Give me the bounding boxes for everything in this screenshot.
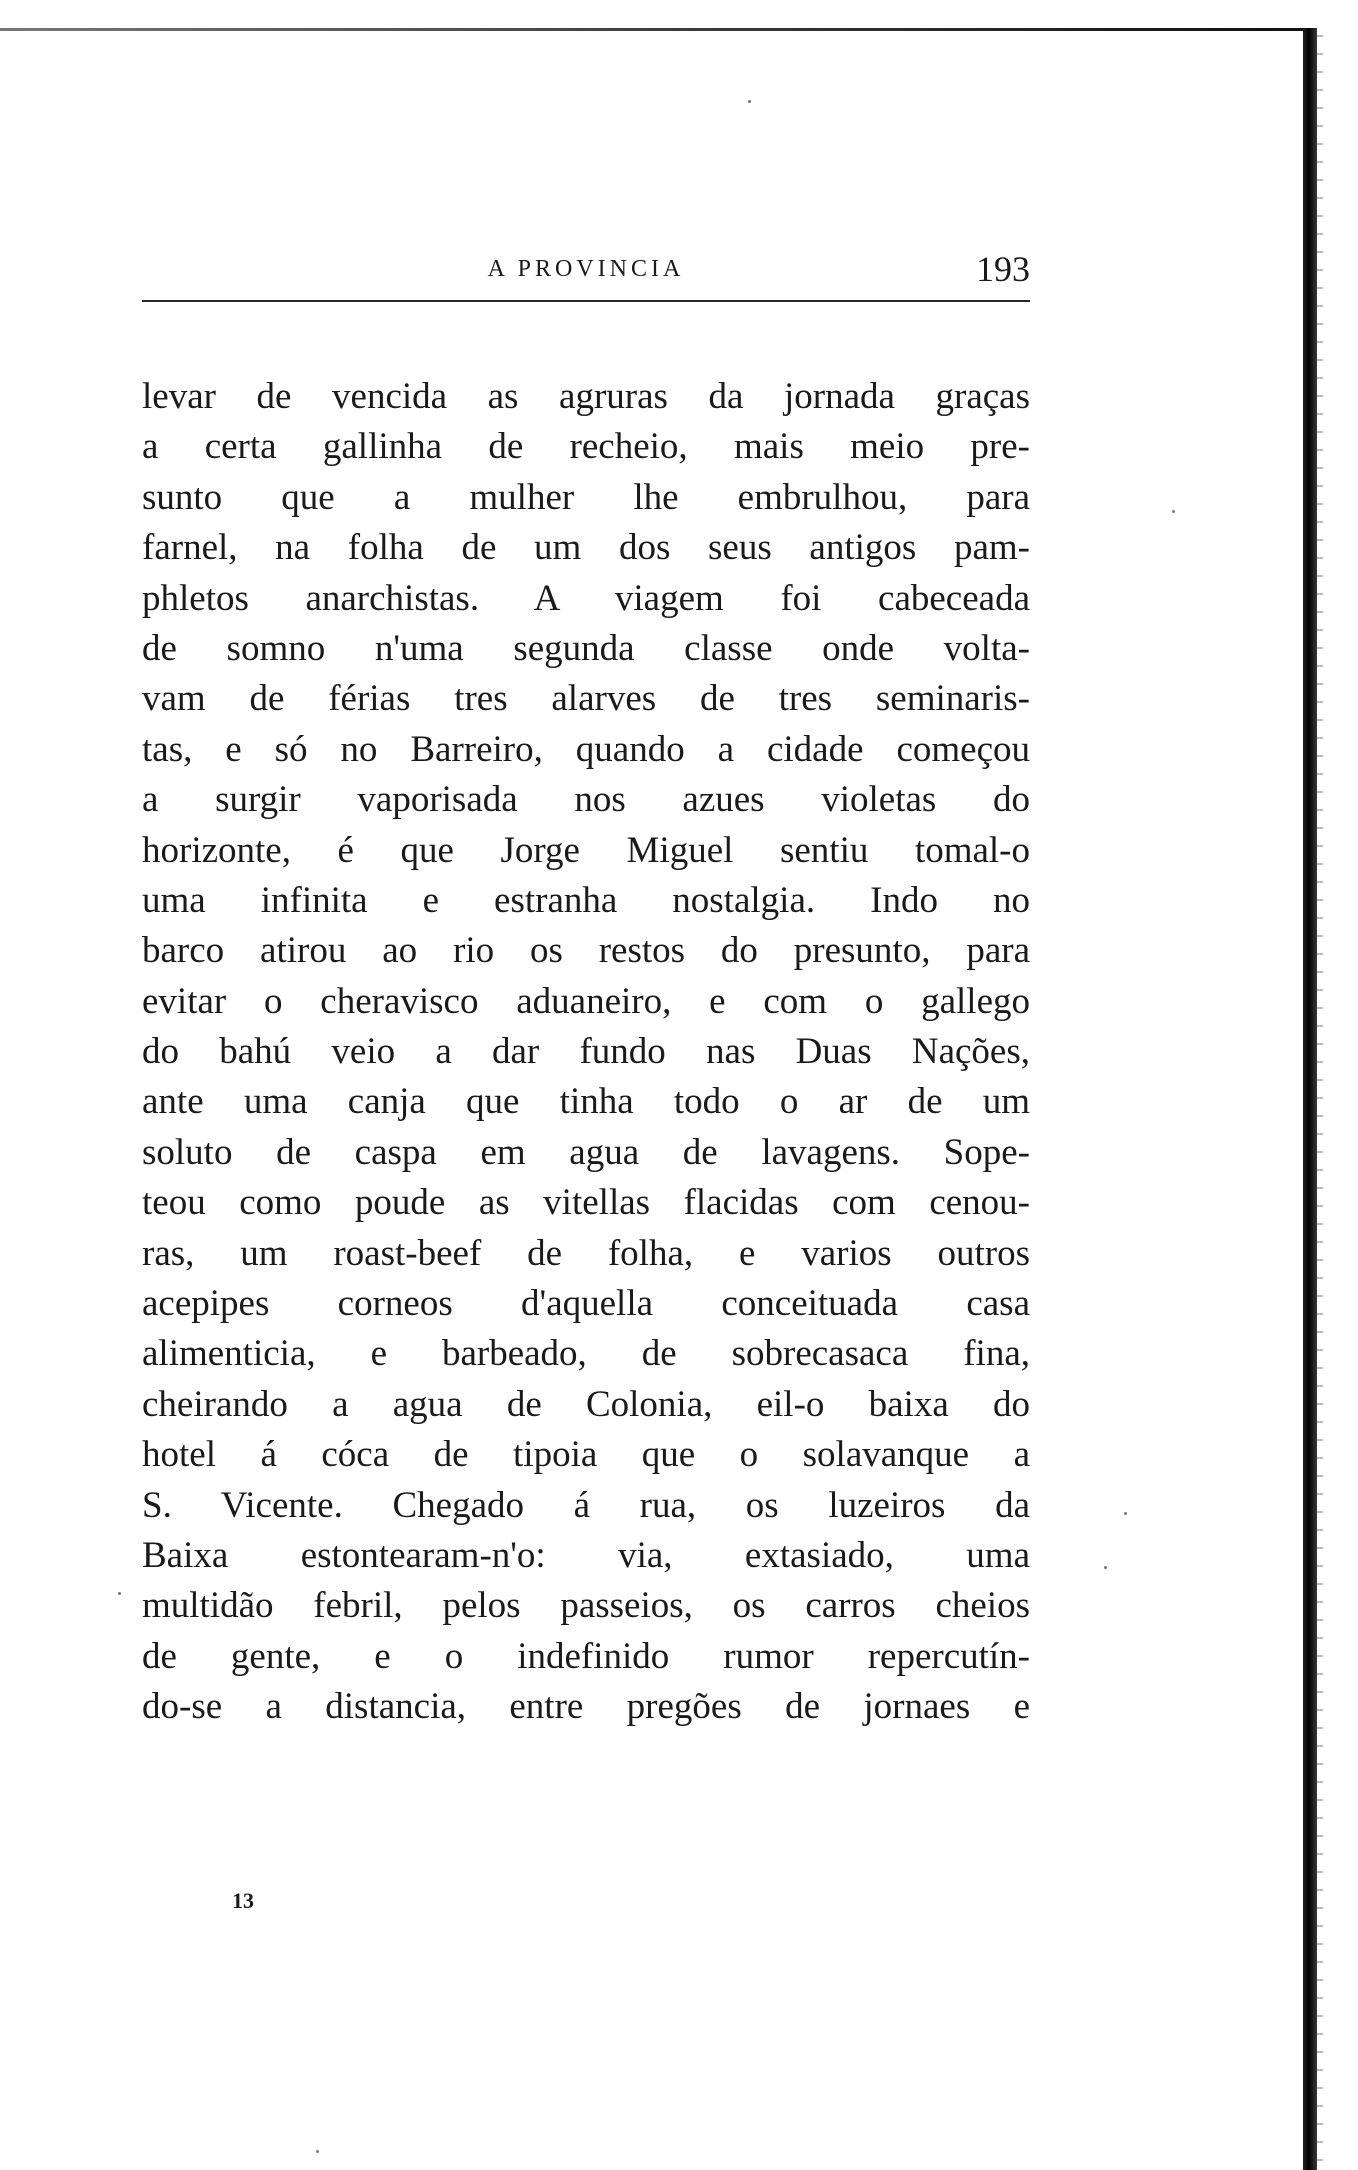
text-line: teou como poude as vitellas flacidas com cenou- xyxy=(142,1182,1030,1224)
text-line: cheirando a agua de Colonia, eil-o baixa do xyxy=(142,1383,1030,1425)
book-spine-shadow xyxy=(1303,28,1317,2170)
text-line: multidão febril, pelos passeios, os carros cheios xyxy=(142,1585,1030,1627)
text-line: farnel, na folha de um dos seus antigos pam- xyxy=(142,527,1030,569)
running-header xyxy=(142,248,1030,290)
signature-mark: 13 xyxy=(232,1888,254,1913)
text-line: barco atirou ao rio os restos do presunto, para xyxy=(142,930,1030,972)
text-line: ante uma canja que tinha todo o ar de um xyxy=(142,1081,1030,1123)
page-number: 193 xyxy=(976,249,1030,289)
text-line: soluto de caspa em agua de lavagens. Sope- xyxy=(142,1131,1030,1173)
running-title: A PROVINCIA xyxy=(487,256,685,282)
text-line: acepipes corneos d'aquella conceituada casa xyxy=(142,1283,1030,1325)
text-line: evitar o cheravisco aduaneiro, e com o gallego xyxy=(142,980,1030,1022)
paper-speck xyxy=(1172,510,1175,513)
paper-speck xyxy=(118,1592,121,1595)
paper-speck xyxy=(748,100,751,103)
paper-speck xyxy=(1104,1566,1107,1569)
text-line: levar de vencida as agruras da jornada graças xyxy=(142,376,1030,417)
text-line: a surgir vaporisada nos azues violetas do xyxy=(142,779,1030,821)
text-line: hotel á cóca de tipoia que o solavanque a xyxy=(142,1434,1030,1476)
text-line: tas, e só no Barreiro, quando a cidade começou xyxy=(142,728,1030,770)
header-rule xyxy=(142,300,1030,302)
text-line: vam de férias tres alarves de tres seminaris- xyxy=(142,678,1030,720)
text-line: alimenticia, e barbeado, de sobrecasaca fina, xyxy=(142,1333,1030,1375)
text-line: de gente, e o indefinido rumor repercutín- xyxy=(142,1635,1030,1677)
text-line: sunto que a mulher lhe embrulhou, para xyxy=(142,476,1030,518)
text-line: S. Vicente. Chegado á rua, os luzeiros da xyxy=(142,1484,1030,1526)
paper-speck xyxy=(1124,1512,1127,1515)
paper-speck xyxy=(316,2150,319,2153)
body-text xyxy=(142,372,1030,1733)
text-line: horizonte, é que Jorge Miguel sentiu tomal-o xyxy=(142,829,1030,871)
text-line: ras, um roast-beef de folha, e varios outros xyxy=(142,1232,1030,1274)
text-line: do-se a distancia, entre pregões de jornaes e xyxy=(142,1686,1030,1728)
text-line: Baixa estontearam-n'o: via, extasiado, uma xyxy=(142,1534,1030,1576)
text-line: uma infinita e estranha nostalgia. Indo no xyxy=(142,879,1030,921)
text-line: de somno n'uma segunda classe onde volta- xyxy=(142,627,1030,669)
text-line: phletos anarchistas. A viagem foi cabeceada xyxy=(142,577,1030,619)
book-spine-fray xyxy=(1317,28,1323,2170)
text-line: do bahú veio a dar fundo nas Duas Nações, xyxy=(142,1031,1030,1073)
text-line: a certa gallinha de recheio, mais meio pre- xyxy=(142,426,1030,468)
page-top-edge xyxy=(0,28,1310,31)
